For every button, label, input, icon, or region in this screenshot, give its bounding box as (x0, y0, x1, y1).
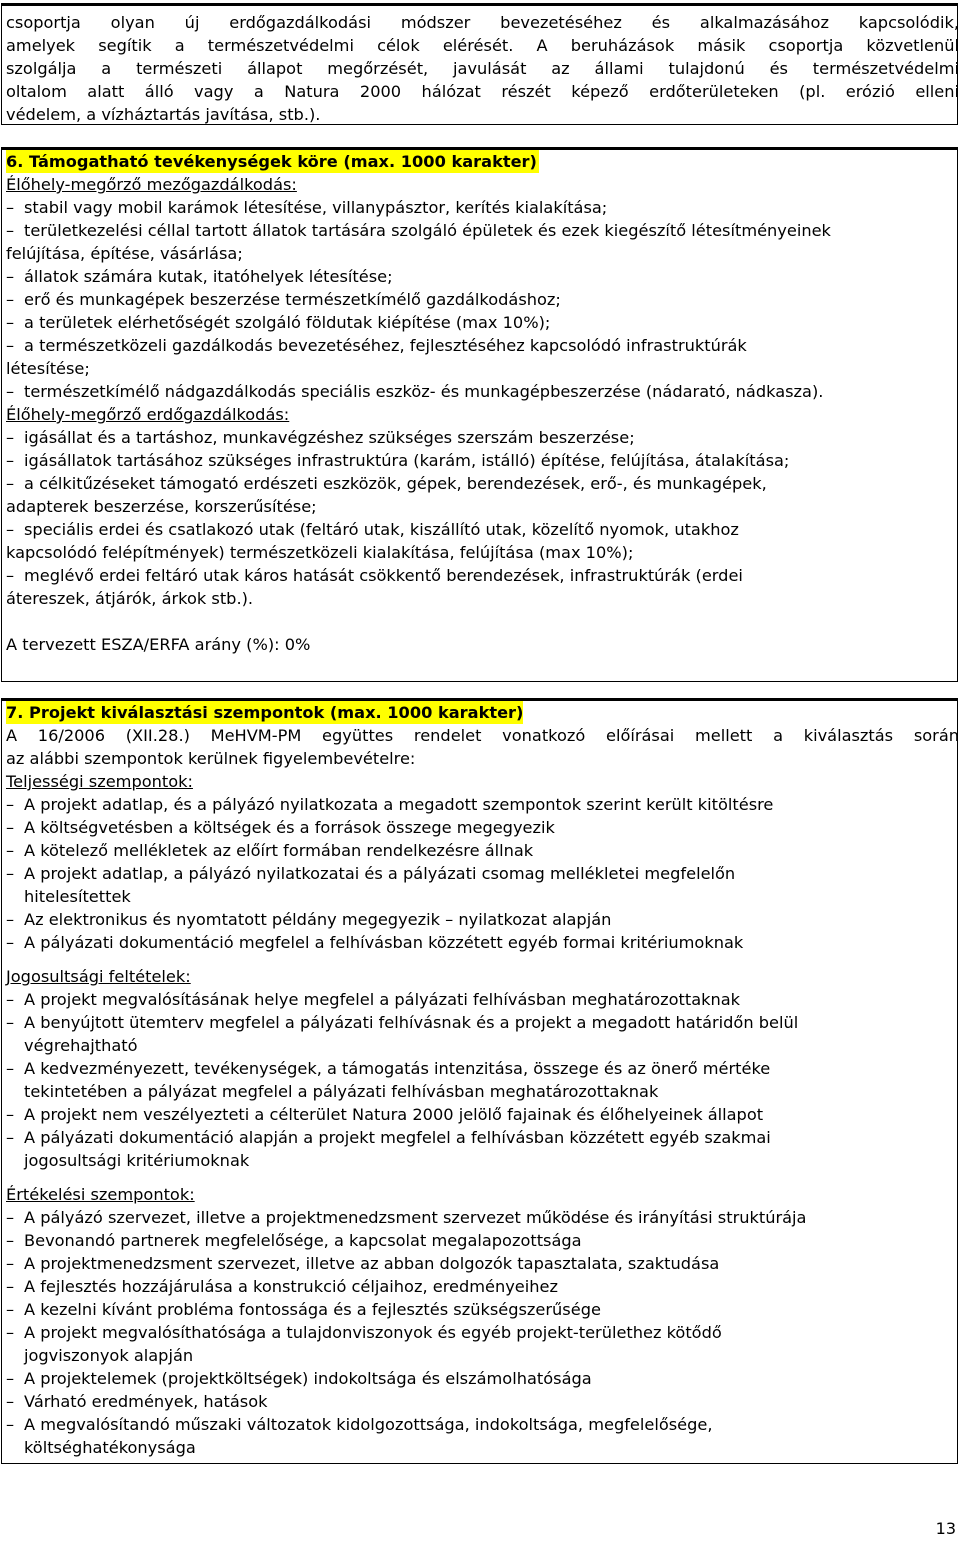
list-item (6, 988, 959, 1011)
list-item-text: Várható eredmények, hatások (24, 1392, 268, 1411)
section-6-agri-list (6, 196, 959, 403)
section-6-box (1, 147, 958, 682)
list-item (6, 1252, 959, 1275)
list-item-text: átereszek, átjárók, árkok stb.). (6, 589, 254, 608)
list-item-text: hitelesítettek (24, 887, 131, 906)
list-item-text: a természetközeli gazdálkodás bevezetéséhez, fejlesztéséhez kapcsolódó infrastruktúrák (24, 336, 747, 355)
list-item-text: A költségvetésben a költségek és a források összege megegyezik (24, 818, 555, 837)
dash-bullet-icon: – (6, 864, 15, 883)
dash-bullet-icon: – (6, 1208, 15, 1227)
list-item-text: A projekt nem veszélyezteti a célterület Natura 2000 jelölő fajainak és élőhelyeinek állapot (24, 1105, 764, 1124)
list-item-text: a területek elérhetőségét szolgáló földutak kiépítése (max 10%); (24, 313, 551, 332)
list-item-text: A kezelni kívánt probléma fontossága és a fejlesztés szükségszerűsége (24, 1300, 601, 1319)
intro-box (1, 3, 958, 125)
section-6-sub-forest: Élőhely-megőrző erdőgazdálkodás: (6, 405, 290, 424)
section-7-sub-evaluation: Értékelési szempontok: (6, 1185, 195, 1204)
dash-bullet-icon: – (6, 1105, 15, 1124)
list-item-text: stabil vagy mobil karámok létesítése, villanypásztor, kerítés kialakítása; (24, 198, 608, 217)
dash-bullet-icon: – (6, 566, 15, 585)
list-item-text: adapterek beszerzése, korszerűsítése; (6, 497, 317, 516)
section-7-sub-eligibility: Jogosultsági feltételek: (6, 967, 191, 986)
list-item-text: A fejlesztés hozzájárulása a konstrukció céljaihoz, eredményeihez (24, 1277, 558, 1296)
list-item (6, 1011, 959, 1057)
list-item (6, 265, 959, 288)
list-item-text: A kötelező mellékletek az előírt formában rendelkezésre állnak (24, 841, 534, 860)
dash-bullet-icon: – (6, 336, 15, 355)
list-item (6, 564, 959, 610)
list-item-text: végrehajtható (24, 1036, 138, 1055)
evaluation-list (6, 1206, 959, 1459)
dash-bullet-icon: – (6, 1059, 15, 1078)
list-item (6, 1390, 959, 1413)
dash-bullet-icon: – (6, 1254, 15, 1273)
dash-bullet-icon: – (6, 1323, 15, 1342)
intro-line: csoportja olyan új erdőgazdálkodási módszer bevezetéséhez és alkalmazásához kapcsolódik, (6, 13, 959, 32)
list-item (6, 449, 959, 472)
section-6-content (6, 150, 959, 656)
dash-bullet-icon: – (6, 474, 15, 493)
list-item-text: A projekt adatlap, a pályázó nyilatkozatai és a pályázati csomag mellékletei megfelelőn (24, 864, 736, 883)
list-item-text: A benyújtott ütemterv megfelel a pályázati felhívásnak és a projekt a megadott határidőn belül (24, 1013, 799, 1032)
list-item (6, 219, 959, 265)
list-item (6, 380, 959, 403)
dash-bullet-icon: – (6, 221, 15, 240)
dash-bullet-icon: – (6, 818, 15, 837)
dash-bullet-icon: – (6, 933, 15, 952)
list-item-text: Az elektronikus és nyomtatott példány megegyezik – nyilatkozat alapján (24, 910, 612, 929)
section-6-forest-list (6, 426, 959, 610)
dash-bullet-icon: – (6, 428, 15, 447)
list-item (6, 426, 959, 449)
list-item (6, 1413, 959, 1459)
section-7-sub-completeness: Teljességi szempontok: (6, 772, 193, 791)
section-7-content (6, 701, 959, 1459)
list-item-text: igásállat és a tartáshoz, munkavégzéshez szükséges szerszám beszerzése; (24, 428, 635, 447)
section-7-box (1, 698, 958, 1464)
list-item-text: A pályázati dokumentáció alapján a projekt megfelel a felhívásban közzétett egyéb szakmai (24, 1128, 771, 1147)
list-item (6, 1275, 959, 1298)
section-7-heading: 7. Projekt kiválasztási szempontok (max. 1000 karakter) (6, 703, 524, 722)
list-item-text: költséghatékonysága (24, 1438, 196, 1457)
list-item (6, 288, 959, 311)
spacer (6, 954, 959, 965)
list-item (6, 1126, 959, 1172)
intro-line: amelyek segítik a természetvédelmi célok elérését. A beruházások másik csoportja közvetlenül (6, 36, 959, 55)
list-item-text: A projekt megvalósíthatósága a tulajdonviszonyok és egyéb projekt-területhez kötődő (24, 1323, 722, 1342)
section-7-intro-line: A 16/2006 (XII.28.) MeHVM-PM együttes rendelet vonatkozó előírásai mellett a kiválasztás során (6, 726, 959, 745)
list-item-text: erő és munkagépek beszerzése természetkímélő gazdálkodáshoz; (24, 290, 561, 309)
list-item (6, 1298, 959, 1321)
list-item-text: A megvalósítandó műszaki változatok kidolgozottsága, indokoltsága, megfelelősége, (24, 1415, 713, 1434)
dash-bullet-icon: – (6, 1369, 15, 1388)
list-item (6, 793, 959, 816)
completeness-list (6, 793, 959, 954)
list-item-text: A projektelemek (projektköltségek) indokoltsága és elszámolhatósága (24, 1369, 592, 1388)
list-item-text: A projekt adatlap, és a pályázó nyilatkozata a megadott szempontok szerint került kitöltésre (24, 795, 774, 814)
list-item (6, 334, 959, 380)
dash-bullet-icon: – (6, 290, 15, 309)
page-number: 13 (935, 1519, 956, 1538)
dash-bullet-icon: – (6, 382, 15, 401)
list-item (6, 518, 959, 564)
list-item-text: felújítása, építése, vásárlása; (6, 244, 243, 263)
list-item-text: Bevonandó partnerek megfelelősége, a kapcsolat megalapozottsága (24, 1231, 582, 1250)
list-item (6, 311, 959, 334)
list-item-text: területkezelési céllal tartott állatok tartására szolgáló épületek és ezek kiegészítő létesítményeinek (24, 221, 831, 240)
list-item (6, 908, 959, 931)
list-item-text: A projektmenedzsment szervezet, illetve az abban dolgozók tapasztalata, szaktudása (24, 1254, 720, 1273)
dash-bullet-icon: – (6, 1300, 15, 1319)
dash-bullet-icon: – (6, 1415, 15, 1434)
list-item (6, 839, 959, 862)
eligibility-list (6, 988, 959, 1172)
list-item (6, 862, 959, 908)
list-item-text: állatok számára kutak, itatóhelyek létesítése; (24, 267, 393, 286)
intro-line: szolgálja a természeti állapot megőrzését, javulását az állami tulajdonú és természetvédelmi (6, 59, 959, 78)
section-6-sub-agri: Élőhely-megőrző mezőgazdálkodás: (6, 175, 297, 194)
list-item (6, 816, 959, 839)
list-item (6, 1103, 959, 1126)
list-item-text: jogosultsági kritériumoknak (24, 1151, 250, 1170)
list-item (6, 1206, 959, 1229)
list-item-text: a célkitűzéseket támogató erdészeti eszközök, gépek, berendezések, erő-, és munkagépek, (24, 474, 767, 493)
list-item-text: speciális erdei és csatlakozó utak (feltáró utak, kiszállító utak, közelítő nyomok, utakhoz (24, 520, 739, 539)
list-item-text: meglévő erdei feltáró utak káros hatását csökkentő berendezések, infrastruktúrák (erdei (24, 566, 743, 585)
dash-bullet-icon: – (6, 1231, 15, 1250)
dash-bullet-icon: – (6, 1277, 15, 1296)
list-item (6, 931, 959, 954)
dash-bullet-icon: – (6, 795, 15, 814)
list-item (6, 472, 959, 518)
section-7-intro-line: az alábbi szempontok kerülnek figyelembevételre: (6, 749, 416, 768)
list-item-text: tekintetében a pályázat megfelel a pályázati felhívásban meghatározottaknak (24, 1082, 659, 1101)
section-6-heading: 6. Támogatható tevékenységek köre (max. 1000 karakter) (6, 152, 537, 171)
spacer (6, 1172, 959, 1183)
esza-erfa-ratio: A tervezett ESZA/ERFA arány (%): 0% (6, 635, 311, 654)
dash-bullet-icon: – (6, 267, 15, 286)
intro-text (6, 11, 959, 126)
dash-bullet-icon: – (6, 520, 15, 539)
list-item-text: A pályázó szervezet, illetve a projektmenedzsment szervezet működése és irányítási struktúrája (24, 1208, 807, 1227)
list-item-text: A kedvezményezett, tevékenységek, a támogatás intenzitása, összege és az önerő mértéke (24, 1059, 771, 1078)
list-item-text: A projekt megvalósításának helye megfelel a pályázati felhívásban meghatározottaknak (24, 990, 741, 1009)
dash-bullet-icon: – (6, 910, 15, 929)
list-item-text: jogviszonyok alapján (24, 1346, 194, 1365)
dash-bullet-icon: – (6, 1128, 15, 1147)
list-item (6, 1229, 959, 1252)
dash-bullet-icon: – (6, 841, 15, 860)
list-item-text: igásállatok tartásához szükséges infrastruktúra (karám, istálló) építése, felújítása, átalakítása; (24, 451, 790, 470)
list-item-text: létesítése; (6, 359, 90, 378)
list-item (6, 1057, 959, 1103)
dash-bullet-icon: – (6, 451, 15, 470)
list-item-text: A pályázati dokumentáció megfelel a felhívásban közzétett egyéb formai kritériumoknak (24, 933, 744, 952)
dash-bullet-icon: – (6, 990, 15, 1009)
dash-bullet-icon: – (6, 198, 15, 217)
dash-bullet-icon: – (6, 1013, 15, 1032)
list-item-text: természetkímélő nádgazdálkodás speciális eszköz- és munkagépbeszerzése (nádarató, nádkasza). (24, 382, 824, 401)
dash-bullet-icon: – (6, 313, 15, 332)
list-item (6, 1321, 959, 1367)
list-item (6, 196, 959, 219)
list-item-text: kapcsolódó felépítmények) természetközeli kialakítása, felújítása (max 10%); (6, 543, 634, 562)
intro-line: védelem, a vízháztartás javítása, stb.). (6, 105, 321, 124)
dash-bullet-icon: – (6, 1392, 15, 1411)
list-item (6, 1367, 959, 1390)
intro-line: oltalom alatt álló vagy a Natura 2000 hálózat részét képező erdőterületeken (pl. erózió elleni (6, 82, 959, 101)
